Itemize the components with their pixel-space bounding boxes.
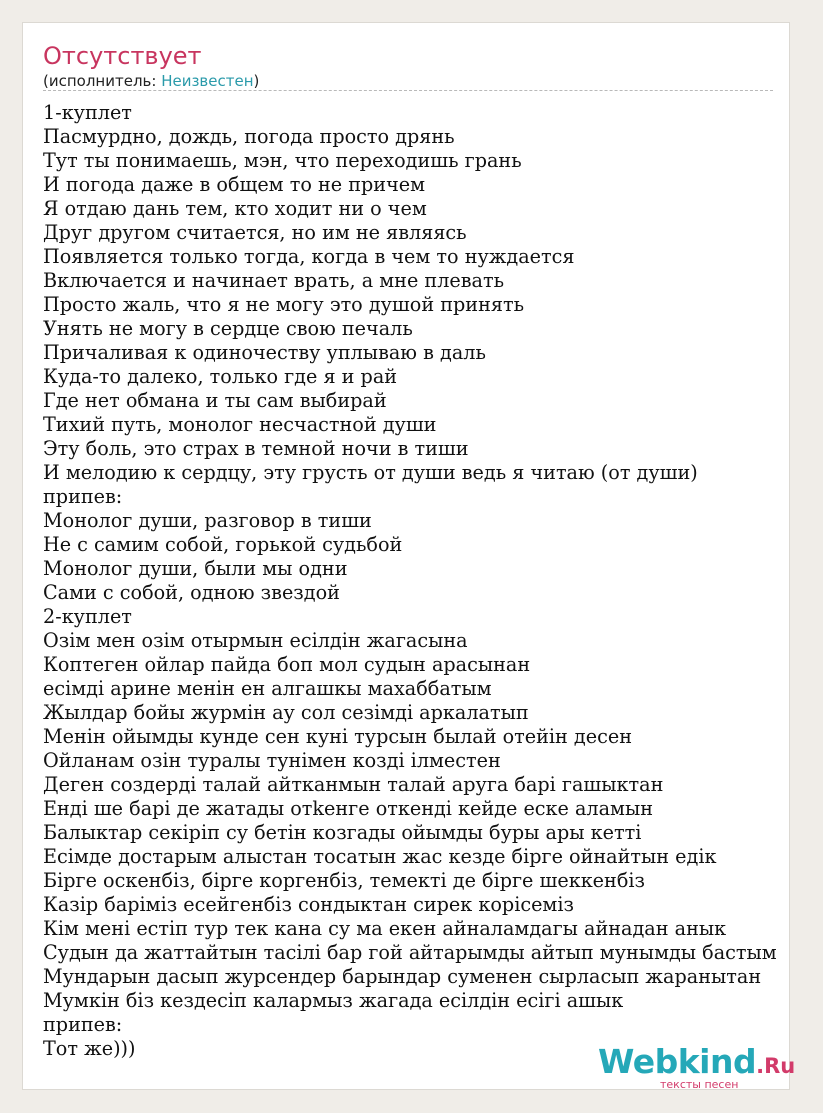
lyric-line: есімді арине менін ен алгашкы махаббатым (43, 677, 492, 700)
lyric-line: припев: (43, 1013, 123, 1036)
artist-suffix: ) (253, 72, 260, 90)
lyric-line: Монолог души, были мы одни (43, 557, 348, 580)
lyric-line: Друг другом считается, но им не являясь (43, 221, 467, 244)
lyric-line: Балыктар секіріп су бетін козгады ойымды буры ары кетті (43, 821, 642, 844)
lyric-line: Кім мені естіп тур тек кана су ма екен айналамдагы айнадан анык (43, 917, 727, 940)
lyric-line: Есімде достарым алыстан тосатын жас кезде бірге ойнайтын едік (43, 845, 717, 868)
lyric-line: 2-куплет (43, 605, 132, 628)
song-header (43, 41, 773, 91)
logo-tagline: тексты песен (660, 1078, 739, 1091)
lyric-line: Тот же))) (43, 1037, 136, 1060)
lyric-line: Мундарын дасып журсендер барындар сумeнен сырласып жаранытан (43, 965, 762, 988)
artist-line (43, 71, 773, 91)
lyric-line: Казір баріміз есейгенбіз сондыктан сирек корісеміз (43, 893, 574, 916)
lyric-line: Причаливая к одиночеству уплываю в даль (43, 341, 486, 364)
artist-link[interactable]: Неизвестен (161, 72, 254, 90)
lyric-line: Судын да жаттайтын тасілі бар гой айтарымды айтып мунымды бастым (43, 941, 777, 964)
lyric-line: Появляется только тогда, когда в чем то нуждается (43, 245, 575, 268)
lyric-line: Менін ойымды кунде сен куні турсын былай отейін десен (43, 725, 632, 748)
lyric-line: Коптеген ойлар пайда боп мол судын арасынан (43, 653, 531, 676)
lyric-line: Деген создерді талай айтканмын талай аруга барі гашыктан (43, 773, 664, 796)
lyric-line: Я отдаю дань тем, кто ходит ни о чем (43, 197, 427, 220)
lyric-line: Енді ше барі де жатады отkенге откенді кейде еске аламын (43, 797, 654, 820)
logo-tld: .Ru (756, 1054, 796, 1078)
lyric-line: Куда-то далеко, только где я и рай (43, 365, 398, 388)
logo-brand: Webkind (598, 1042, 757, 1081)
lyric-line: Просто жаль, что я не могу это душой принять (43, 293, 525, 316)
lyric-line: Сами с собой, одною звездой (43, 581, 340, 604)
lyric-line: Мумкін біз кездесіп калармыз жагада есілдін есігі ашык (43, 989, 624, 1012)
lyric-line: Монолог души, разговор в тиши (43, 509, 372, 532)
lyric-line: Унять не могу в сердце свою печаль (43, 317, 413, 340)
song-title: Отсутствует (43, 42, 202, 70)
lyric-line: Ойланам озін туралы тунімен козді ілместен (43, 749, 501, 772)
artist-prefix: (исполнитель: (43, 72, 162, 90)
lyric-line: Не с самим собой, горькой судьбой (43, 533, 403, 556)
lyric-line: Где нет обмана и ты сам выбирай (43, 389, 387, 412)
lyrics-card (22, 22, 796, 1091)
lyric-line: Жылдар бойы журмін ау сол сезімді аркалатып (43, 701, 529, 724)
lyric-line: Эту боль, это страх в темной ночи в тиши (43, 437, 469, 460)
lyric-line: Тихий путь, монолог несчастной души (43, 413, 437, 436)
lyric-line: Пасмурдно, дождь, погода просто дрянь (43, 125, 455, 148)
lyric-line: И погода даже в общем то не причем (43, 173, 426, 196)
lyrics-text (43, 101, 823, 1061)
lyric-line: Озім мен озім отырмын есілдін жагасына (43, 629, 468, 652)
lyric-line: Бірге оскенбіз, бірге коргенбіз, темекті де бірге шеккенбіз (43, 869, 645, 892)
lyric-line: Тут ты понимаешь, мэн, что переходишь грань (43, 149, 522, 172)
lyric-line: припев: (43, 485, 123, 508)
header-divider (43, 90, 773, 91)
webkind-logo[interactable] (598, 1042, 796, 1091)
lyric-line: И мелодию к сердцу, эту грусть от души ведь я читаю (от души) (43, 461, 698, 484)
lyric-line: Включается и начинает врать, а мне плевать (43, 269, 505, 292)
lyric-line: 1-куплет (43, 101, 132, 124)
